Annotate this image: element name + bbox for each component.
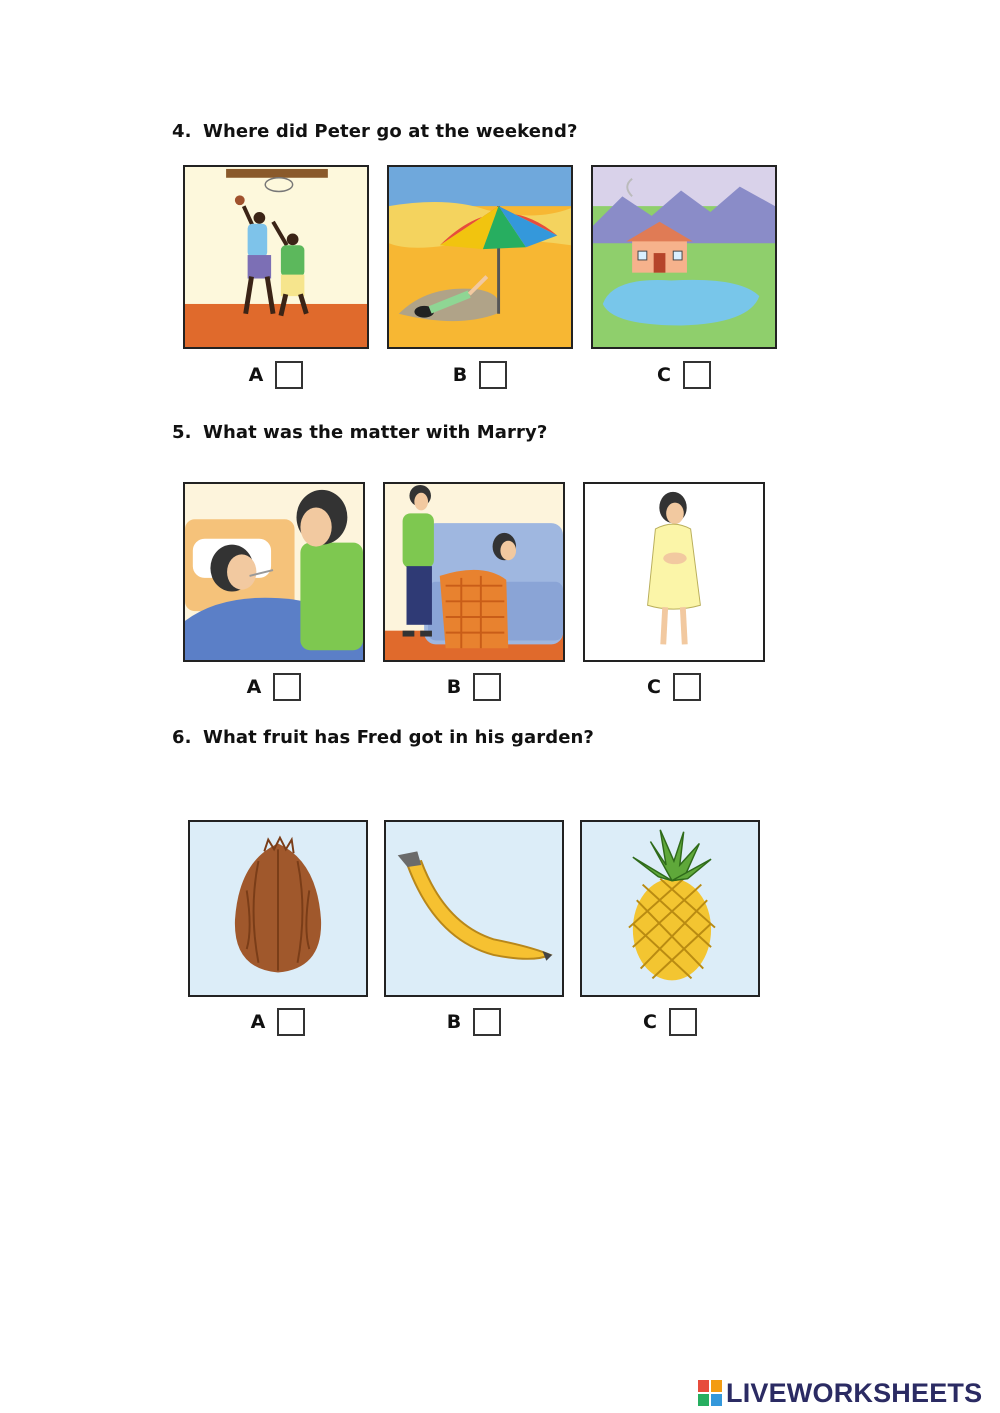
picture-banana [384, 820, 564, 997]
liveworksheets-logo-icon [698, 1380, 722, 1406]
picture-girl-on-sofa [383, 482, 565, 662]
q4-option-b [445, 358, 507, 392]
picture-beach [387, 165, 573, 349]
option-letter: C [657, 364, 671, 386]
answer-checkbox[interactable] [673, 673, 701, 701]
question-text: What was the matter with Marry? [203, 422, 548, 443]
q5-option-c [639, 670, 701, 704]
q4-option-a [241, 358, 303, 392]
q5-option-a [239, 670, 301, 704]
question-number: 5. [172, 422, 192, 443]
question-number: 4. [172, 121, 192, 142]
option-letter: A [246, 676, 262, 698]
answer-checkbox[interactable] [473, 673, 501, 701]
answer-checkbox[interactable] [669, 1008, 697, 1036]
question-number: 6. [172, 727, 192, 748]
option-letter: C [647, 676, 661, 698]
option-letter: A [250, 1011, 266, 1033]
picture-girl-in-bed [183, 482, 365, 662]
question-5-title [172, 422, 547, 443]
option-letter: B [446, 1011, 462, 1033]
answer-checkbox[interactable] [273, 673, 301, 701]
q6-option-a [243, 1005, 305, 1039]
picture-coconut [188, 820, 368, 997]
option-letter: B [446, 676, 462, 698]
option-letter: C [643, 1011, 657, 1033]
question-6-title [172, 727, 594, 748]
question-4-title [172, 121, 578, 142]
answer-checkbox[interactable] [473, 1008, 501, 1036]
q6-option-b [439, 1005, 501, 1039]
option-letter: B [452, 364, 468, 386]
option-letter: A [248, 364, 264, 386]
picture-girl-stomach [583, 482, 765, 662]
q5-option-b [439, 670, 501, 704]
picture-pineapple [580, 820, 760, 997]
liveworksheets-logo-text: LIVEWORKSHEETS [726, 1377, 983, 1408]
answer-checkbox[interactable] [275, 361, 303, 389]
picture-basketball [183, 165, 369, 349]
answer-checkbox[interactable] [479, 361, 507, 389]
liveworksheets-logo [698, 1378, 982, 1408]
question-text: What fruit has Fred got in his garden? [203, 727, 594, 748]
answer-checkbox[interactable] [683, 361, 711, 389]
q4-option-c [649, 358, 711, 392]
question-text: Where did Peter go at the weekend? [203, 121, 578, 142]
q6-option-c [635, 1005, 697, 1039]
answer-checkbox[interactable] [277, 1008, 305, 1036]
picture-house-lake [591, 165, 777, 349]
